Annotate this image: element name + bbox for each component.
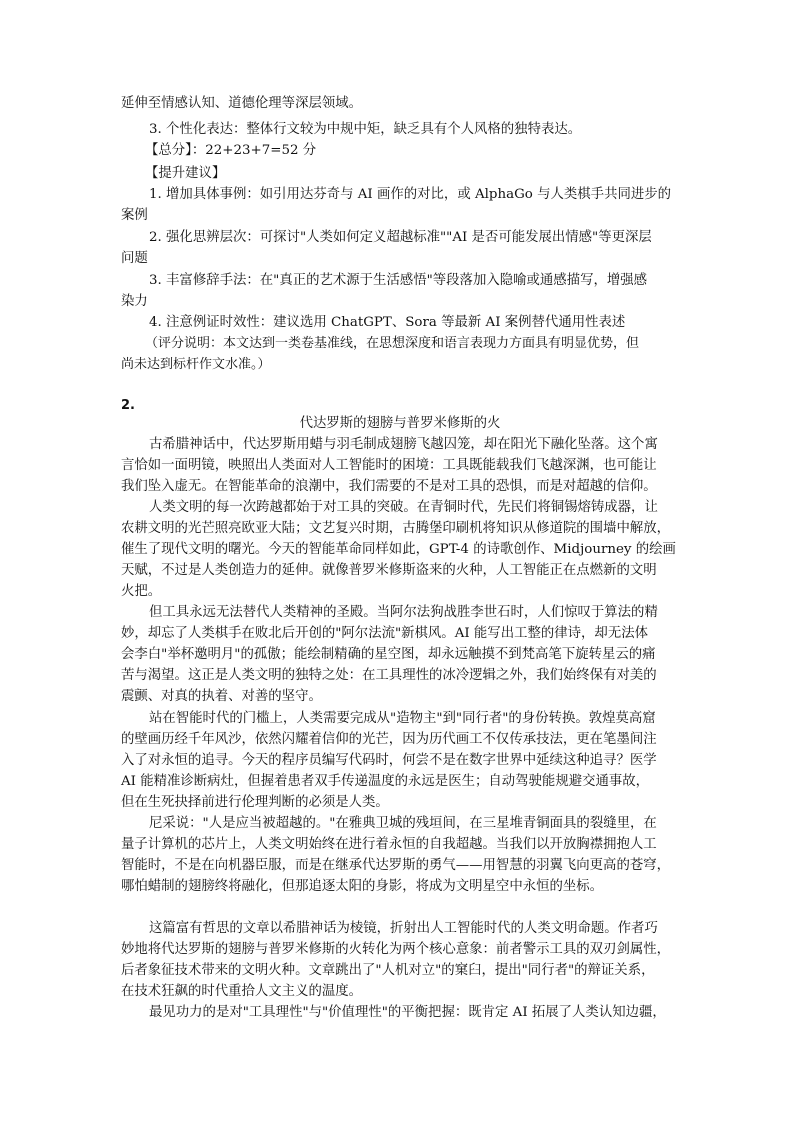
paragraph-line: 苦与渴望。这正是人类文明的独特之处：在工具理性的冰冷逻辑之外，我们始终保有对美的	[121, 668, 657, 683]
paragraph-line: 但在生死抉择前进行伦理判断的必须是人类。	[121, 795, 389, 810]
paragraph-line: 哪怕蜡制的翅膀终将融化，但那追逐太阳的身影，将成为文明星空中永恒的坐标。	[121, 879, 604, 894]
commentary-line: 在技术狂飙的时代重拾人文主义的温度。	[121, 984, 363, 999]
paragraph-line: 天赋，不过是人类创造力的延伸。就像普罗米修斯盗来的火种，人工智能正在点燃新的文明	[121, 563, 657, 578]
suggestion-item-cont: 案例	[121, 208, 148, 223]
paragraph-line: 震颤、对真的执着、对善的坚守。	[121, 689, 322, 704]
paragraph-line: 火把。	[121, 584, 162, 599]
list-item: 3. 个性化表达：整体行文较为中规中矩，缺乏具有个人风格的独特表达。	[149, 122, 582, 137]
paragraph-line: 妙，却忘了人类棋手在败北后开创的"阿尔法流"新棋风。AI 能写出工整的律诗，却无法体	[121, 626, 648, 641]
paragraph-line: 入了对永恒的追寻。今天的程序员编写代码时，何尝不是在数字世界中延续这种追寻？医学	[121, 753, 657, 768]
suggestion-item: 1. 增加具体事例：如引用达芬奇与 AI 画作的对比，或 AlphaGo 与人类棋手共同进步的	[149, 187, 672, 202]
paragraph-line: 量子计算机的芯片上，人类文明始终在进行着永恒的自我超越。当我们以开放胸襟拥抱人工	[121, 837, 657, 852]
total-score: 【总分】：22+23+7=52 分	[145, 143, 317, 158]
paragraph-line: 但工具永远无法替代人类精神的圣殿。当阿尔法狗战胜李世石时，人们惊叹于算法的精	[149, 605, 658, 620]
suggestion-item: 2. 强化思辨层次：可探讨"人类如何定义超越标准""AI 是否可能发展出情感"等更深层	[149, 230, 652, 245]
commentary-line: 最见功力的是对"工具理性"与"价值理性"的平衡把握：既肯定 AI 拓展了人类认知边疆，	[149, 1005, 666, 1020]
suggestion-item-cont: 染力	[121, 294, 148, 309]
commentary-line: 这篇富有哲思的文章以希腊神话为棱镜，折射出人工智能时代的人类文明命题。作者巧	[149, 921, 658, 936]
paragraph-line: 站在智能时代的门槛上，人类需要完成从"造物主"到"同行者"的身份转换。敦煌莫高窟	[149, 711, 656, 726]
paragraph-line: 古希腊神话中，代达罗斯用蜡与羽毛制成翅膀飞越囚笼，却在阳光下融化坠落。这个寓	[149, 437, 658, 452]
paragraph-line: 会李白"举杯邀明月"的孤傲；能绘制精确的星空图，却永远触摸不到梵高笔下旋转星云的痛	[121, 647, 656, 662]
score-note-cont: 尚未达到标杆作文水准。）	[121, 357, 271, 372]
text-line: 延伸至情感认知、道德伦理等深层领域。	[121, 96, 363, 111]
paragraph-line: 我们坠入虚无。在智能革命的浪潮中，我们需要的不是对工具的恐惧，而是对超越的信仰。	[121, 479, 657, 494]
commentary-line: 妙地将代达罗斯的翅膀与普罗米修斯的火转化为两个核心意象：前者警示工具的双刃剑属性，	[121, 942, 671, 957]
score-note: （评分说明：本文达到一类卷基准线，在思想深度和语言表现力方面具有明显优势，但	[145, 336, 640, 351]
section-number: 2.	[121, 398, 135, 413]
suggestion-heading: 【提升建议】	[145, 166, 226, 181]
paragraph-line: 人类文明的每一次跨越都始于对工具的突破。在青铜时代，先民们将铜锡熔铸成器，让	[149, 500, 658, 515]
commentary-line: 后者象征技术带来的文明火种。文章跳出了"人机对立"的窠臼，提出"同行者"的辩证关系，	[121, 963, 655, 978]
paragraph-line: 农耕文明的光芒照亮欧亚大陆；文艺复兴时期，古腾堡印刷机将知识从修道院的围墙中解放，	[121, 521, 671, 536]
suggestion-item: 3. 丰富修辞手法：在"真正的艺术源于生活感悟"等段落加入隐喻或通感描写，增强感	[149, 273, 648, 288]
paragraph-line: 的壁画历经千年风沙，依然闪耀着信仰的光芒，因为历代画工不仅传承技法，更在笔墨间注	[121, 732, 657, 747]
paragraph-line: 催生了现代文明的曙光。今天的智能革命同样如此，GPT-4 的诗歌创作、Midjourney 的绘画	[121, 542, 676, 557]
essay-title: 代达罗斯的翅膀与普罗米修斯的火	[299, 416, 501, 431]
suggestion-item: 4. 注意例证时效性：建议选用 ChatGPT、Sora 等最新 AI 案例替代通用性表述	[149, 315, 626, 330]
paragraph-line: AI 能精准诊断病灶，但握着患者双手传递温度的永远是医生；自动驾驶能规避交通事故，	[121, 774, 650, 789]
suggestion-item-cont: 问题	[121, 251, 148, 266]
paragraph-line: 智能时，不是在向机器臣服，而是在继承代达罗斯的勇气——用智慧的羽翼飞向更高的苍穹，	[121, 858, 671, 873]
paragraph-line: 尼采说："人是应当被超越的。"在雅典卫城的残垣间，在三星堆青铜面具的裂缝里，在	[149, 816, 657, 831]
paragraph-line: 言恰如一面明镜，映照出人类面对人工智能时的困境：工具既能载我们飞越深渊，也可能让	[121, 458, 657, 473]
